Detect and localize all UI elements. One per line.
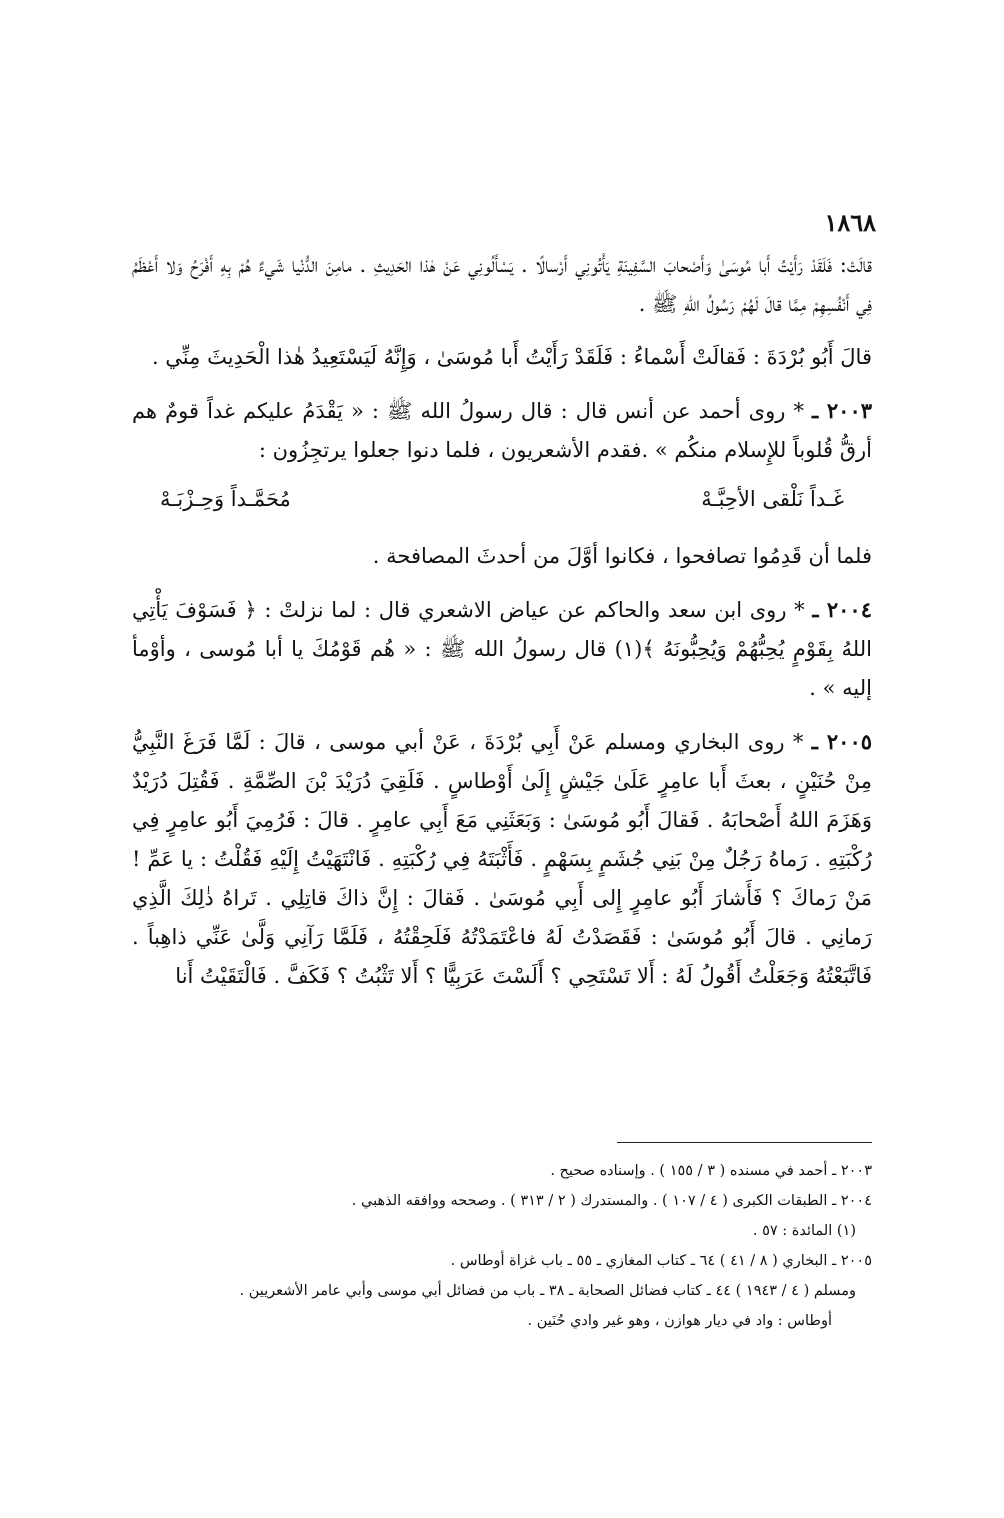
page-number: ١٨٦٨ [824, 208, 876, 237]
footnote-separator [617, 1142, 872, 1143]
footnote-2003: ٢٠٠٣ ـ أحمد في مسنده ( ٣ / ١٥٥ ) . وإسناده صحيح . [550, 1163, 872, 1179]
footnote-2005-muslim: ومسلم ( ٤ / ١٩٤٣ ) ٤٤ ـ كتاب فضائل الصحابة ـ ٣٨ ـ باب من فضائل أبي موسى وأبي عامر الأشعريين . [239, 1283, 856, 1299]
hadith-2003 [132, 391, 872, 470]
hadith-text: * روى البخاري ومسلم عَنْ أَبِي بُرْدَةَ ، عَنْ أبي موسى ، قالَ : لَمَّا فَرَغَ النَّبِيُّ مِنْ حُنَيْنٍ ، بعثَ أَبا عامِرٍ عَلَىٰ جَيْشٍ إِلَىٰ أَوْطاسٍ . فَلَقِيَ دُرَيْدَ بْنَ الصِّمَّةِ . فَقُتِلَ دُرَيْدٌ وَهَزَمَ اللهُ أَصْحابَهُ . فَقالَ أَبُو مُوسَىٰ : وَبَعَثَنِي مَعَ أَبِي عامِرٍ . قالَ : فَرُمِيَ أَبُو عامِرٍ فِي رُكْبَتِهِ . رَماهُ رَجُلٌ مِنْ بَنِي جُشَمٍ بِسَهْمٍ . فَأَثْبَتَهُ فِي رُكْبَتِهِ . فَانْتَهَيْتُ إِلَيْهِ فَقُلْتُ : يا عَمِّ ! مَنْ رَماكَ ؟ فَأَشارَ أَبُو عامِرٍ إِلى أَبِي مُوسَىٰ . فَقالَ : إِنَّ ذاكَ قاتِلِي . تَراهُ ذٰلِكَ الَّذِي رَمانِي . قالَ أَبُو مُوسَىٰ : فَقَصَدْتُ لَهُ فاعْتَمَدْتُهُ فَلَحِقْتُهُ ، فَلَمَّا رَآنِي وَلَّىٰ عَنِّي ذاهِباً . فَاتَّبَعْتُهُ وَجَعَلْتُ أَقُولُ لَهُ : أَلا تَسْتَحِي ؟ أَلَسْتَ عَرَبِيًّا ؟ أَلا تَثْبُتُ ؟ فَكَفَّ . فَالْتَقَيْتُ أَنا [132, 730, 873, 988]
footnote-2004: ٢٠٠٤ ـ الطبقات الكبرى ( ٤ / ١٠٧ ) . والمستدرك ( ٢ / ٣١٣ ) . وصححه ووافقه الذهبي . [351, 1193, 872, 1209]
hadith-text: * روى ابن سعد والحاكم عن عياض الاشعري قال : لما نزلتْ : ﴿ فَسَوْفَ يَأْتِي اللهُ بِقَوْمٍ يُحِبُّهُمْ وَيُحِبُّونَهُ ﴾(١) قال رسولُ الله ﷺ : « هُم قَوْمُكَ يا أبا مُوسى ، وأوْمأ إليه » . [132, 598, 872, 700]
main-text [132, 246, 872, 1010]
paragraph-asma-narration: قالَتْ: فَلَقَدْ رَأَيْتُ أَبا مُوسَىٰ وَأَصْحابَ السَّفِينَةِ يَأْتُونِي أَرْسالًا . يَسْأَلُونِي عَنْ هٰذا الحَدِيثِ . مامِنَ الدُّنْيا شَيءٌ هُمْ بِهِ أَفْرَحُ وَلا أَعْظَمُ فِي أَنْفُسِهِمْ مِمَّا قالَ لَهُمْ رَسُولُ اللهِ ﷺ . [132, 253, 872, 316]
footnote-1: (١) المائدة : ٥٧ . [752, 1223, 856, 1239]
verse-hemistich-2: مُحَمَّـداً وَحِـزْبَـهْ [160, 487, 291, 511]
footnote-awtas: أوطاس : واد في ديار هوازن ، وهو غير وادي حُنَين . [527, 1313, 832, 1329]
paragraph-abu-burda: قالَ أَبُو بُرْدَةَ : فَقالَتْ أَسْماءُ : فَلَقَدْ رَأَيْتُ أَبا مُوسَىٰ ، وَإِنَّهُ لَيَسْتَعِيدُ هٰذا الْحَدِيثَ مِنِّي . [151, 345, 872, 369]
poem-verse [132, 480, 872, 519]
hadith-number: ٢٠٠٤ ـ [812, 597, 872, 622]
hadith-number: ٢٠٠٥ ـ [811, 729, 873, 754]
paragraph-handshake: فلما أن قَدِمُوا تصافحوا ، فكانوا أوَّلَ من أحدثَ المصافحة . [372, 544, 872, 568]
hadith-2004 [132, 590, 872, 708]
hadith-text: * روى أحمد عن أنس قال : قال رسولُ الله ﷺ : « يَقْدَمُ عليكم غداً قومٌ هم أرقُّ قُلوباً للإِسلام منكُم » .فقدم الأشعريون ، فلما دنوا جعلوا يرتجِزُون : [132, 399, 872, 462]
hadith-number: ٢٠٠٣ ـ [812, 398, 873, 423]
hadith-2005 [132, 722, 872, 996]
footnotes [132, 1156, 872, 1336]
verse-hemistich-1: غَـداً نَلْقى الأحِبَّـهْ [701, 487, 844, 511]
footnote-2005: ٢٠٠٥ ـ البخاري ( ٨ / ٤١ ) ٦٤ ـ كتاب المغازي ـ ٥٥ ـ باب غزاة أوطاس . [450, 1253, 872, 1269]
